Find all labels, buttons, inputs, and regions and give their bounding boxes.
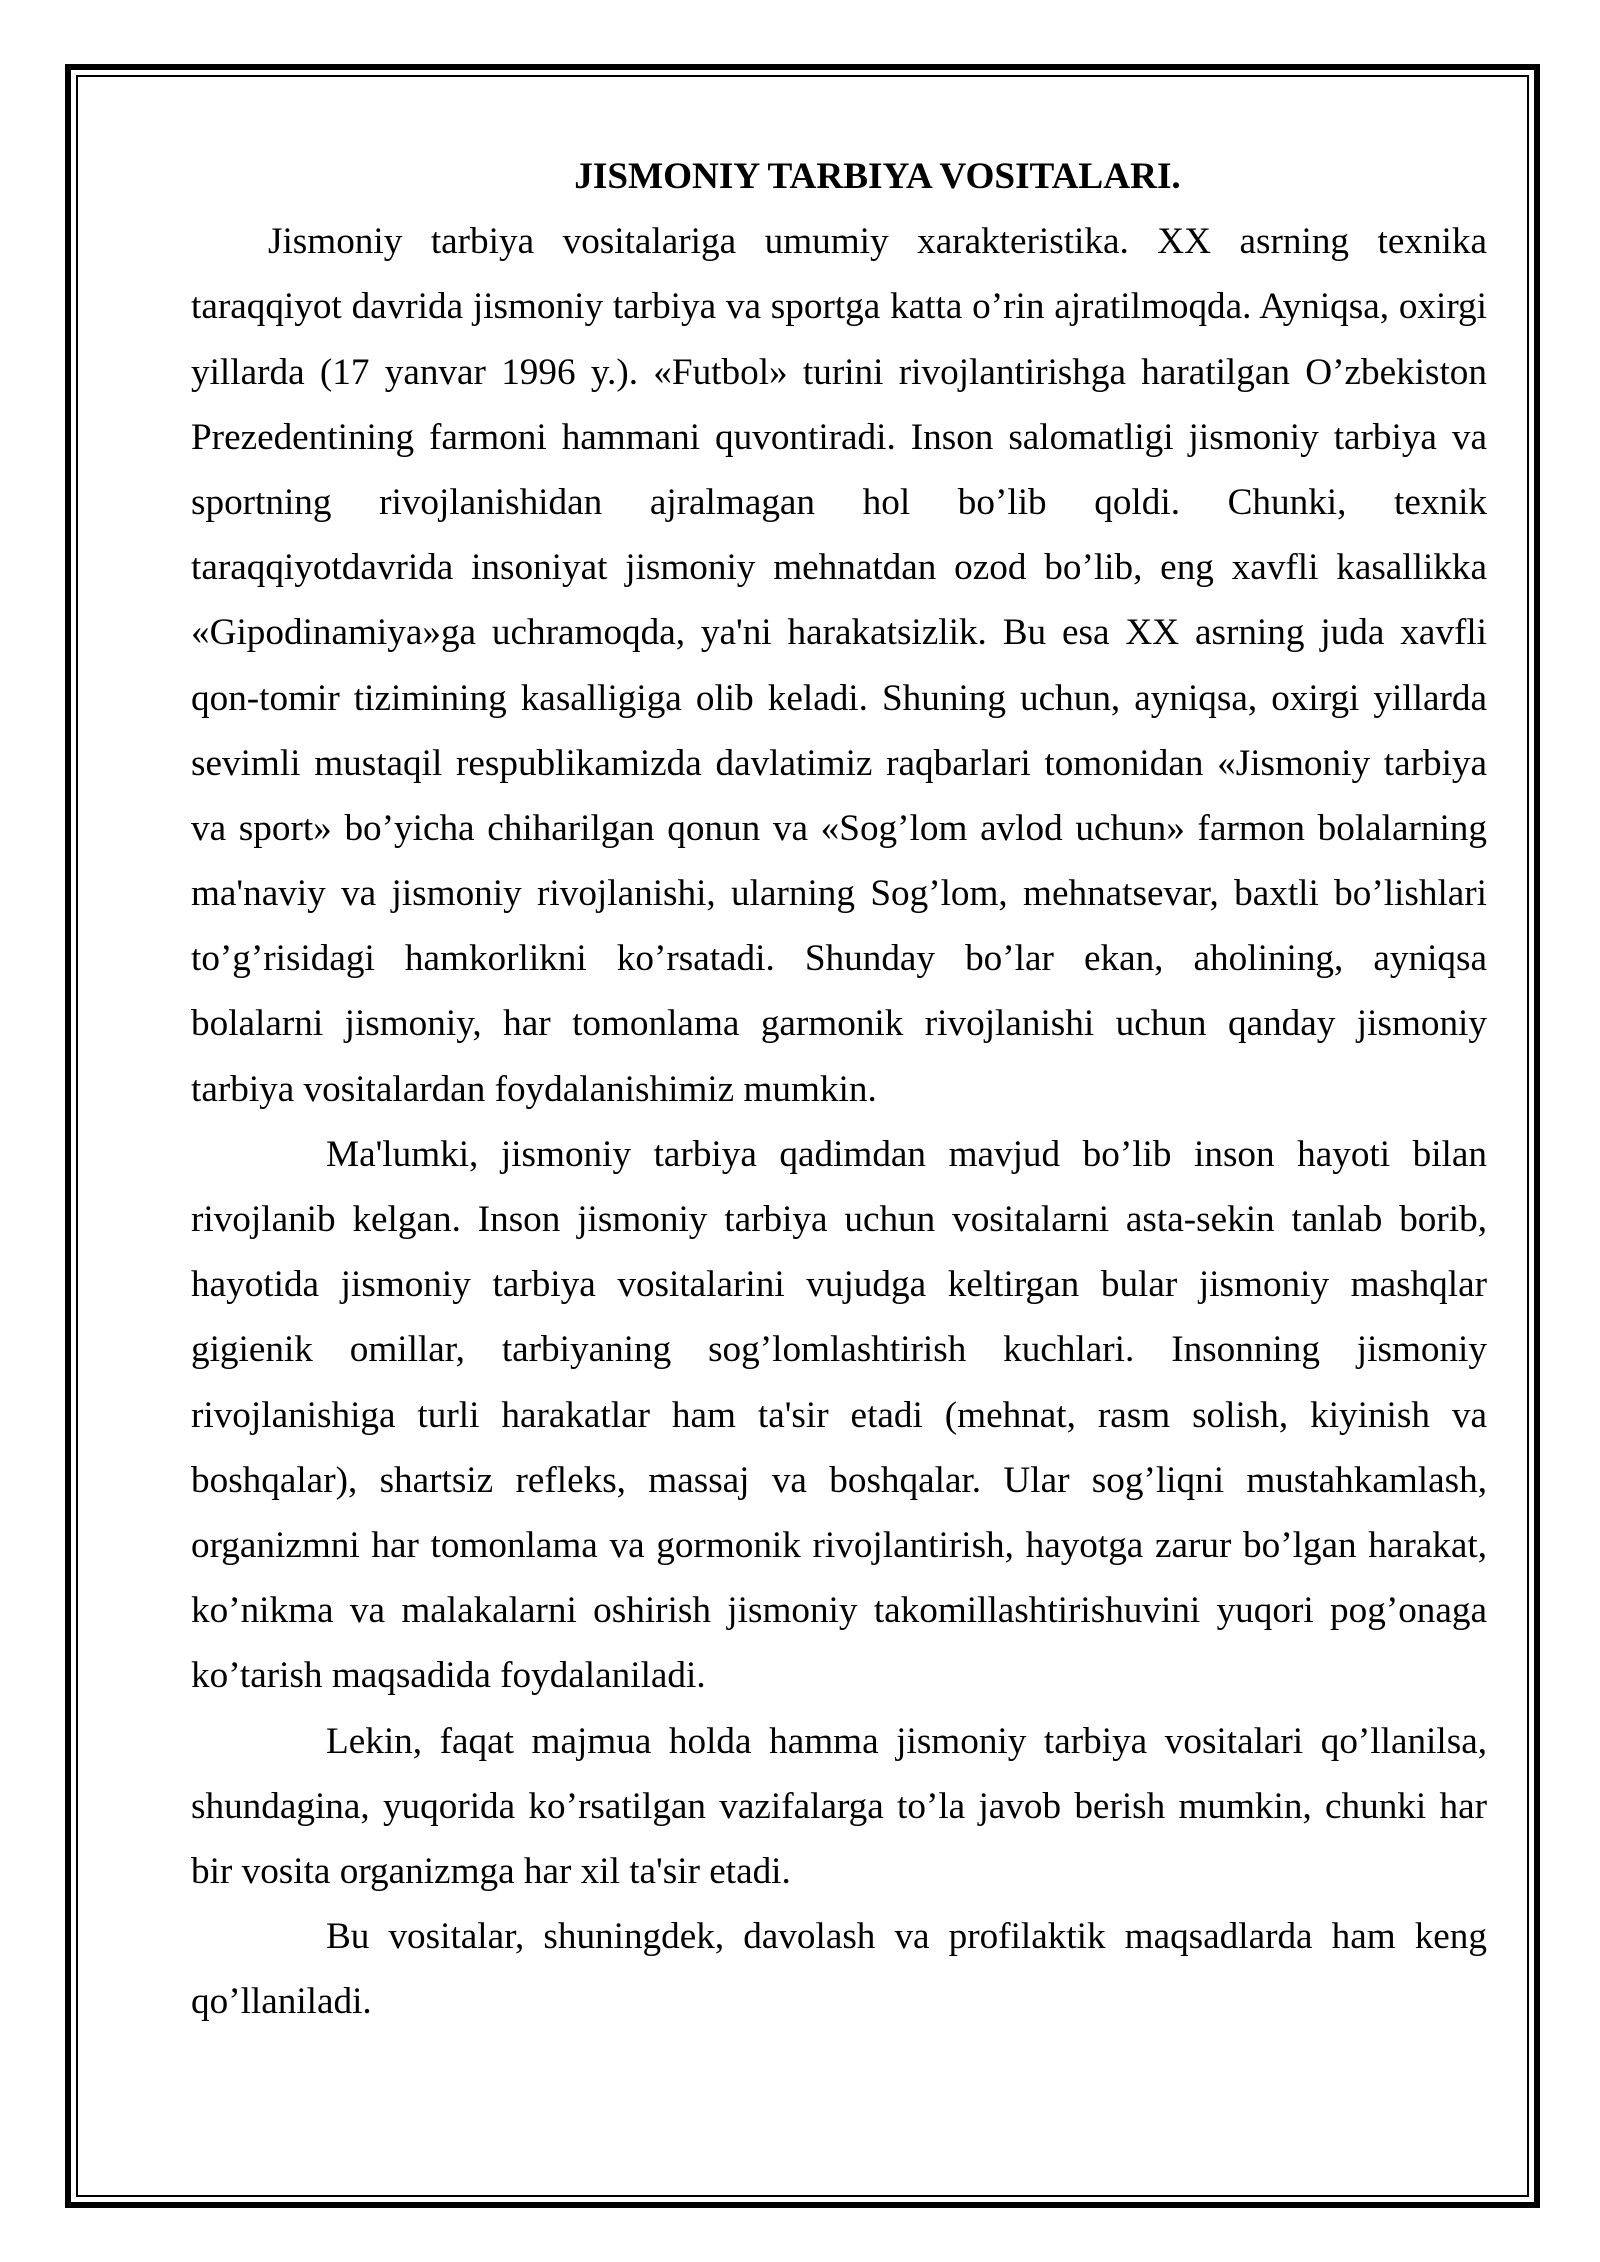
text-line: organizmni har tomonlama va gormonik rivojlantirish, hayotga zarur bo’lgan harakat, xyxy=(191,1524,1487,1566)
text-line: va sport» bo’yicha chiharilgan qonun va «Sog’lom avlod uchun» farmon bolalarning xyxy=(191,807,1487,849)
text-line: shundagina, yuqorida ko’rsatilgan vazifalarga to’la javob berish mumkin, chunki har xyxy=(191,1785,1487,1827)
text-line: Ma'lumki, jismoniy tarbiya qadimdan mavjud bo’lib inson hayoti bilan xyxy=(326,1133,1487,1175)
text-line: taraqqiyot davrida jismoniy tarbiya va sportga katta o’rin ajratilmoqda. Ayniqsa, oxirgi xyxy=(191,286,1487,328)
text-line: qo’llaniladi. xyxy=(191,1981,372,2023)
text-line: to’g’risidagi hamkorlikni ko’rsatadi. Shunday bo’lar ekan, aholining, ayniqsa xyxy=(191,938,1487,980)
text-line: yillarda (17 yanvar 1996 y.). «Futbol» turini rivojlantirishga haratilgan O’zbekiston xyxy=(191,351,1487,393)
text-line: Prezedentining farmoni hammani quvontiradi. Inson salomatligi jismoniy tarbiya va xyxy=(191,416,1487,458)
text-line: gigienik omillar, tarbiyaning sog’lomlashtirish kuchlari. Insonning jismoniy xyxy=(191,1329,1487,1371)
text-line: hayotida jismoniy tarbiya vositalarini vujudga keltirgan bular jismoniy mashqlar xyxy=(191,1264,1487,1306)
text-line: Jismoniy tarbiya vositalariga umumiy xarakteristika. XX asrning texnika xyxy=(268,221,1487,263)
text-line: Bu vositalar, shuningdek, davolash va profilaktik maqsadlarda ham keng xyxy=(326,1916,1487,1958)
text-line: «Gipodinamiya»ga uchramoqda, ya'ni harakatsizlik. Bu esa XX asrning juda xavfli xyxy=(191,612,1487,654)
text-line: ma'naviy va jismoniy rivojlanishi, ularning Sog’lom, mehnatsevar, baxtli bo’lishlari xyxy=(191,873,1487,915)
paragraph xyxy=(191,1709,1487,1905)
paragraph xyxy=(191,1904,1487,2034)
text-line: ko’tarish maqsadida foydalaniladi. xyxy=(191,1655,706,1697)
text-line: Lekin, faqat majmua holda hamma jismoniy tarbiya vositalari qo’llanilsa, xyxy=(326,1720,1487,1762)
paragraph xyxy=(191,209,1487,1122)
text-line: taraqqiyotdavrida insoniyat jismoniy mehnatdan ozod bo’lib, eng xavfli kasallikka xyxy=(191,547,1487,589)
text-line: bir vosita organizmga har xil ta'sir etadi. xyxy=(191,1850,791,1892)
text-line: sportning rivojlanishidan ajralmagan hol bo’lib qoldi. Chunki, texnik xyxy=(191,481,1487,523)
text-line: qon-tomir tizimining kasalligiga olib keladi. Shuning uchun, ayniqsa, oxirgi yillarda xyxy=(191,677,1487,719)
text-line: ko’nikma va malakalarni oshirish jismoniy takomillashtirishuvini yuqori pog’onaga xyxy=(191,1590,1487,1632)
document-body xyxy=(191,144,1487,2034)
text-line: sevimli mustaqil respublikamizda davlatimiz raqbarlari tomonidan «Jismoniy tarbiya xyxy=(191,742,1487,784)
document-title: JISMONIY TARBIYA VOSITALARI. xyxy=(574,156,1181,197)
text-line: rivojlanib kelgan. Inson jismoniy tarbiya uchun vositalarni asta-sekin tanlab borib, xyxy=(191,1199,1487,1240)
paragraph xyxy=(191,1122,1487,1709)
text-line: boshqalar), shartsiz refleks, massaj va boshqalar. Ular sog’liqni mustahkamlash, xyxy=(191,1459,1487,1501)
text-line: bolalarni jismoniy, har tomonlama garmonik rivojlanishi uchun qanday jismoniy xyxy=(191,1003,1487,1045)
text-line: rivojlanishiga turli harakatlar ham ta'sir etadi (mehnat, rasm solish, kiyinish va xyxy=(191,1394,1487,1436)
text-line: tarbiya vositalardan foydalanishimiz mumkin. xyxy=(191,1068,877,1110)
